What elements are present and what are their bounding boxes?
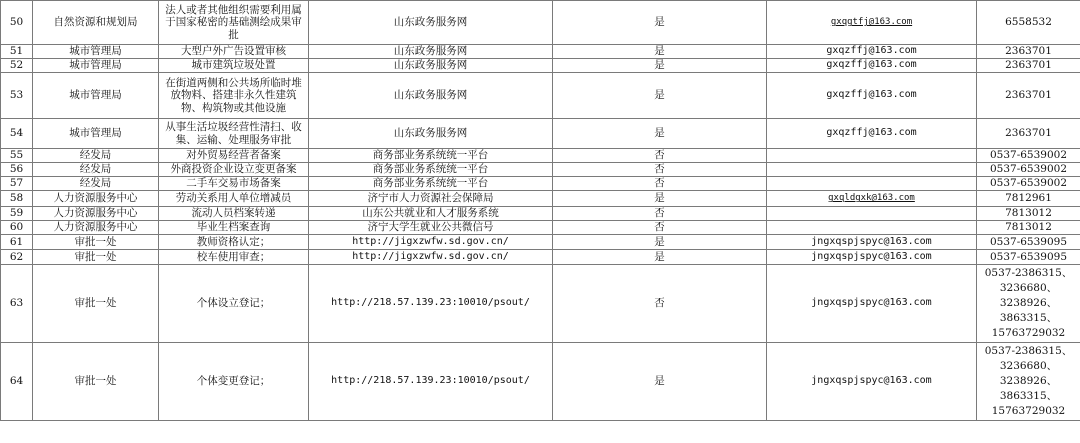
phone-cell: 0537-6539095 [977,250,1080,265]
platform-cell: http://jigxzwfw.sd.gov.cn/ [309,235,553,250]
platform-cell: http://jigxzwfw.sd.gov.cn/ [309,250,553,265]
platform-cell: 济宁大学生就业公共微信号 [309,221,553,235]
platform-cell: 商务部业务系统统一平台 [309,177,553,191]
phone-cell: 2363701 [977,59,1080,73]
platform-cell: 山东政务服务网 [309,119,553,149]
service-item-cell: 对外贸易经营者备案 [159,149,309,163]
department-cell: 城市管理局 [33,59,159,73]
department-cell: 审批一处 [33,235,159,250]
service-item-cell: 劳动关系用人单位增减员 [159,191,309,207]
table-row [1,221,1080,235]
row-number: 57 [1,177,33,191]
online-status-cell: 否 [553,221,767,235]
service-item-cell: 毕业生档案查询 [159,221,309,235]
table-row [1,177,1080,191]
table-row [1,207,1080,221]
table-row [1,45,1080,59]
platform-cell: http://218.57.139.23:10010/psout/ [309,343,553,421]
table-row [1,265,1080,343]
online-status-cell: 是 [553,1,767,45]
row-number: 61 [1,235,33,250]
service-item-cell: 流动人员档案转递 [159,207,309,221]
table-row [1,163,1080,177]
service-item-cell: 个体变更登记； [159,343,309,421]
row-number: 64 [1,343,33,421]
phone-cell: 7813012 [977,221,1080,235]
service-item-cell: 城市建筑垃圾处置 [159,59,309,73]
email-cell [767,221,977,235]
platform-cell: 济宁市人力资源社会保障局 [309,191,553,207]
phone-cell: 0537-2386315、3236680、3238926、3863315、15763729032 [977,265,1080,343]
email-cell: jngxqspjspyc@163.com [767,235,977,250]
department-cell: 经发局 [33,149,159,163]
row-number: 50 [1,1,33,45]
department-cell: 经发局 [33,163,159,177]
department-cell: 人力资源服务中心 [33,191,159,207]
row-number: 55 [1,149,33,163]
platform-cell: 商务部业务系统统一平台 [309,149,553,163]
table-row [1,343,1080,421]
platform-cell: 山东政务服务网 [309,1,553,45]
online-status-cell: 是 [553,119,767,149]
department-cell: 人力资源服务中心 [33,221,159,235]
email-cell: jngxqspjspyc@163.com [767,265,977,343]
phone-cell: 6558532 [977,1,1080,45]
email-cell: gxqzffj@163.com [767,59,977,73]
online-status-cell: 是 [553,45,767,59]
service-item-cell: 校车使用审查； [159,250,309,265]
table-row [1,1,1080,45]
table-row [1,250,1080,265]
online-status-cell: 否 [553,149,767,163]
row-number: 53 [1,73,33,119]
department-cell: 城市管理局 [33,119,159,149]
row-number: 63 [1,265,33,343]
row-number: 51 [1,45,33,59]
department-cell: 审批一处 [33,250,159,265]
table-row [1,191,1080,207]
service-item-cell: 外商投资企业设立变更备案 [159,163,309,177]
email-cell [767,207,977,221]
platform-cell: 山东公共就业和人才服务系统 [309,207,553,221]
row-number: 60 [1,221,33,235]
online-status-cell: 否 [553,265,767,343]
table-row [1,235,1080,250]
table-row [1,119,1080,149]
phone-cell: 7812961 [977,191,1080,207]
phone-cell: 0537-2386315、3236680、3238926、3863315、15763729032 [977,343,1080,421]
email-cell: gxqzffj@163.com [767,73,977,119]
department-cell: 城市管理局 [33,45,159,59]
row-number: 58 [1,191,33,207]
online-status-cell: 是 [553,235,767,250]
platform-cell: 山东政务服务网 [309,73,553,119]
platform-cell: 商务部业务系统统一平台 [309,163,553,177]
online-status-cell: 否 [553,163,767,177]
table-row [1,73,1080,119]
table-row [1,149,1080,163]
email-cell: jngxqspjspyc@163.com [767,343,977,421]
phone-cell: 0537-6539095 [977,235,1080,250]
service-item-cell: 二手车交易市场备案 [159,177,309,191]
online-status-cell: 是 [553,191,767,207]
email-cell: gxqzffj@163.com [767,119,977,149]
row-number: 54 [1,119,33,149]
online-status-cell: 是 [553,343,767,421]
row-number: 52 [1,59,33,73]
phone-cell: 0537-6539002 [977,177,1080,191]
service-item-cell: 个体设立登记； [159,265,309,343]
department-cell: 审批一处 [33,265,159,343]
service-item-cell: 从事生活垃圾经营性清扫、收集、运输、处理服务审批 [159,119,309,149]
email-cell [767,163,977,177]
department-cell: 经发局 [33,177,159,191]
service-item-cell: 法人或者其他组织需要利用属于国家秘密的基础测绘成果审批 [159,1,309,45]
service-item-cell: 大型户外广告设置审核 [159,45,309,59]
platform-cell: 山东政务服务网 [309,45,553,59]
email-cell: gxqgtfj@163.com [767,1,977,45]
phone-cell: 0537-6539002 [977,149,1080,163]
row-number: 62 [1,250,33,265]
online-status-cell: 是 [553,250,767,265]
phone-cell: 2363701 [977,45,1080,59]
email-cell [767,149,977,163]
phone-cell: 0537-6539002 [977,163,1080,177]
platform-cell: http://218.57.139.23:10010/psout/ [309,265,553,343]
table-row [1,59,1080,73]
department-cell: 审批一处 [33,343,159,421]
phone-cell: 7813012 [977,207,1080,221]
online-status-cell: 否 [553,207,767,221]
platform-cell: 山东政务服务网 [309,59,553,73]
department-cell: 城市管理局 [33,73,159,119]
department-cell: 自然资源和规划局 [33,1,159,45]
email-cell: jngxqspjspyc@163.com [767,250,977,265]
email-cell: gxqzffj@163.com [767,45,977,59]
row-number: 59 [1,207,33,221]
phone-cell: 2363701 [977,73,1080,119]
service-item-cell: 教师资格认定； [159,235,309,250]
online-status-cell: 是 [553,59,767,73]
email-cell: gxqldgxk@163.com [767,191,977,207]
phone-cell: 2363701 [977,119,1080,149]
email-cell [767,177,977,191]
online-status-cell: 是 [553,73,767,119]
department-cell: 人力资源服务中心 [33,207,159,221]
online-status-cell: 否 [553,177,767,191]
row-number: 56 [1,163,33,177]
service-item-cell: 在街道两侧和公共场所临时堆放物料、搭建非永久性建筑物、构筑物或其他设施 [159,73,309,119]
